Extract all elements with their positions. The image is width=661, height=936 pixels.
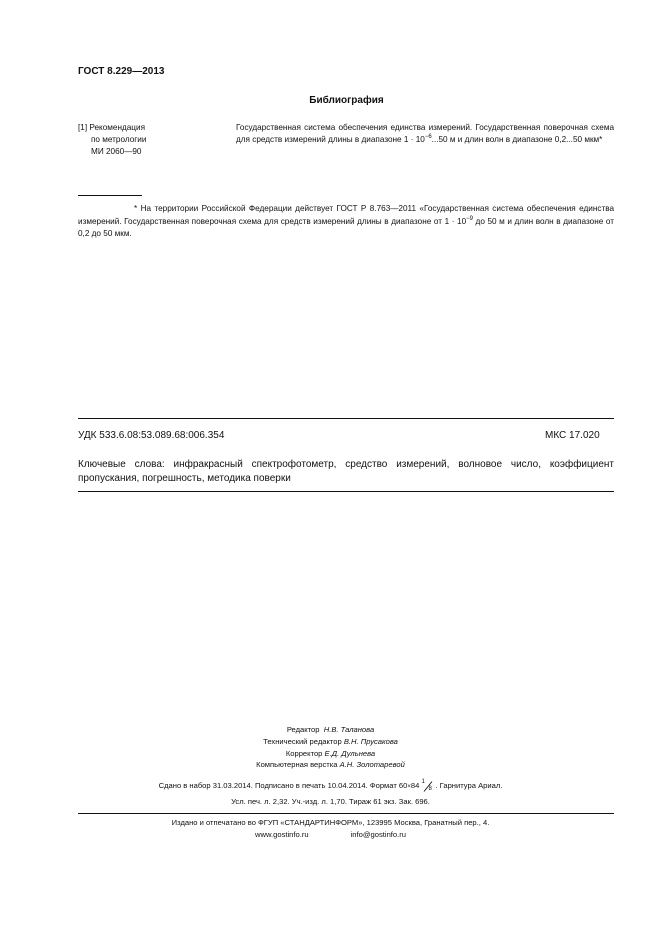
proofreader-name: Е.Д. Дульнева (324, 749, 376, 758)
ref-text-exponent: −6 (424, 134, 432, 140)
keywords: Ключевые слова: инфракрасный спектрофотометр, средство измерений, волновое число, коэффициент пропускания, погрешность, методика поверки (78, 459, 614, 484)
divider-top (78, 418, 614, 419)
proofreader-label: Корректор (285, 749, 323, 758)
imprint-sheets: Усл. печ. л. 2,32. Уч.-изд. л. 1,70. Тираж 61 экз. Зак. 696. (231, 797, 430, 806)
imprint-proofreader (0, 749, 661, 758)
divider-keywords (78, 491, 614, 492)
editor-label: Редактор (286, 725, 320, 734)
bibliography-ref-meta (78, 122, 218, 158)
tech-editor-name: В.Н. Прусакова (343, 737, 398, 746)
website-link[interactable]: www.gostinfo.ru (254, 830, 309, 839)
tech-editor-label: Технический редактор (263, 737, 342, 746)
footnote-part2: до 50 м и длин волн в диапазоне от 0,2 до 50 мкм. (78, 216, 614, 238)
fraction-denominator: 8 (428, 786, 432, 792)
footnote (78, 203, 614, 241)
imprint-editor (0, 725, 661, 734)
ref-text-part1: Государственная система обеспечения единства измерений. Государственная поверочная схема для средств измерений длины в диапазоне 1 · 10 (236, 123, 614, 144)
print-line-b: . Гарнитура Ариал. (435, 781, 503, 790)
imprint-layout (0, 760, 661, 769)
divider-imprint (78, 813, 614, 814)
ref-line1 (78, 122, 218, 134)
email-link[interactable]: info@gostinfo.ru (350, 830, 407, 839)
publisher-contacts (0, 830, 661, 839)
bibliography-ref-text (236, 122, 614, 146)
bibliography-title: Библиография (309, 95, 384, 106)
ref-type-line2: по метрологии (91, 135, 147, 144)
format-fraction (421, 781, 435, 791)
ref-text-part2: ...50 м и длин волн в диапазоне 0,2...50 мкм* (431, 135, 603, 144)
udk-code: УДК 533.6.08:53.089.68:006.354 (78, 430, 225, 441)
footnote-part1: * На территории Российской Федерации действует ГОСТ Р 8.763—2011 «Государственная система обеспечения единства измерений. Государственная поверочная схема для средств измерений длины в диапазоне от 1 · 10 (78, 204, 614, 226)
format-times: × (407, 784, 411, 790)
ref-code: МИ 2060—90 (91, 147, 142, 156)
ref-type: Рекомендация (89, 123, 146, 132)
standard-header: ГОСТ 8.229—2013 (78, 66, 165, 77)
footnote-rule (78, 195, 142, 196)
mks-code: МКС 17.020 (545, 430, 600, 441)
layout-label: Компьютерная верстка (256, 760, 338, 769)
format-84: 84 (410, 781, 420, 790)
footnote-indent (78, 204, 106, 213)
imprint-print-line (0, 781, 661, 791)
editor-name: Н.В. Таланова (323, 725, 375, 734)
fraction-numerator: 1 (421, 779, 425, 785)
layout-name: А.Н. Золотаревой (339, 760, 405, 769)
footnote-exponent: −9 (466, 215, 473, 222)
imprint-tech-editor (0, 737, 661, 746)
publisher-line: Издано и отпечатано во ФГУП «СТАНДАРТИНФОРМ», 123995 Москва, Гранатный пер., 4. (171, 818, 490, 827)
print-line-a: Сдано в набор 31.03.2014. Подписано в печать 10.04.2014. Формат 60 (158, 781, 408, 790)
ref-number: [1] (78, 123, 88, 132)
